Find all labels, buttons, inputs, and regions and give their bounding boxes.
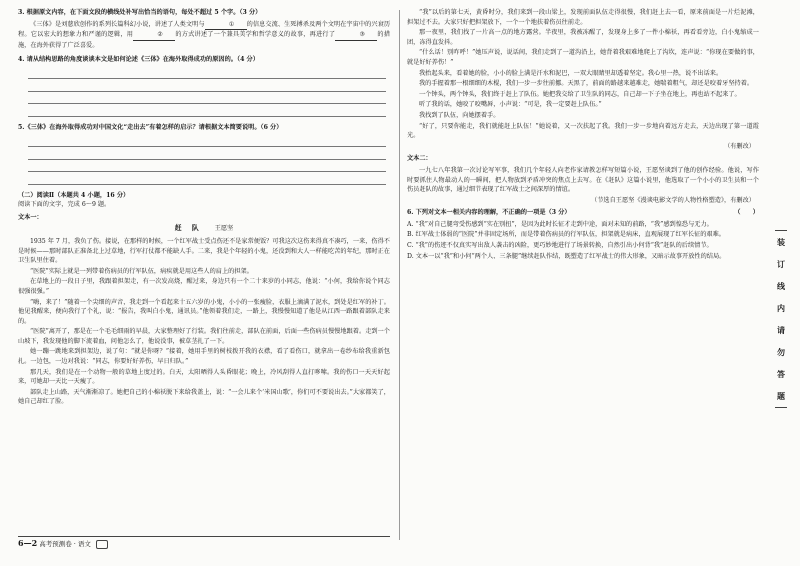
source-note-1: （有删改） xyxy=(724,142,755,150)
story-paragraph: “嗨，来了！”随着一个尖细的声音，我走到一个看起来十五六岁的小鬼，小小的一张瘦脸，衣服上滴满了泥水，到处是红军的补丁。他见我醒来，便向我行了个礼，说：“报告，我叫白小鬼，通讯员。”他领着我们走，一路上，我慢慢知道了他是从江西一路跟着部队走来的。 xyxy=(18,298,390,325)
question-6-text: 6. 下列对文本一相关内容的理解，不正确的一项是（3 分） xyxy=(407,209,571,217)
right-column xyxy=(407,8,759,262)
story-paragraph: 她一蹦一跳地来到担架边，说了句：“就是你呀？”接着，她用手里的树枝拨开我的衣襟，看了看伤口，就拿出一卷纱布给我重新包扎。一边包，一边对我说：“同志，你要好好养伤，早日归队。” xyxy=(18,348,390,366)
column-divider xyxy=(399,10,400,540)
binding-char: 内 xyxy=(777,303,785,313)
binding-char: 勿 xyxy=(777,347,785,357)
story-paragraph: 听了我的话，她咬了咬嘴唇，小声说：“可是，我一定要赶上队伍。” xyxy=(419,101,602,109)
question-4-answer-area[interactable] xyxy=(18,67,390,117)
story-paragraph: 1935 年 7 月，我负了伤。接说，在那样的时候，一个红军战士受点伤还不是家常便饭？可我这次这伤来得真不凑巧，一来，伤得不是时候——那时部队正准备北上过草地，行军打仗都不能缺人手。二来，我是个年轻的小鬼，还没到和大人一样能吃苦的年纪，那时正在卫生队里住着。 xyxy=(18,237,390,265)
story-paragraph: 我抬起头来，看着她的脸，小小的脸上满是汗水和泥巴，一双大眼睛里却透着坚定。我心里一热，说不出话来。 xyxy=(419,69,723,77)
answer-line[interactable] xyxy=(28,79,386,92)
story-title-line xyxy=(18,224,390,234)
binding-char: 订 xyxy=(777,259,785,269)
story-paragraph: “医院”离开了，那是在一个毛毛细雨的早晨，大家整理好了行装。我们往前走，部队在前面，后面一些伤病员慢慢地跟着。走到一个山坡下，我发现他的脚下流着血，问他怎么了，他说没事，被草茎扎了一下。 xyxy=(18,328,390,345)
source-note-2: （节选自王愿坚《漫谈电影文学的人物性格塑造》，有删改） xyxy=(591,196,755,204)
story-paragraph: “什么话！别咋呼！”她压声说，说话间，我们走到了一道沟沿上，她背着我艰难地爬上了沟坎，连声说：“你现在要做的事，就是好好养伤！” xyxy=(407,49,759,66)
footer-label: 高考预测卷 · 语文 xyxy=(39,540,91,548)
page-number: 6—2 xyxy=(18,538,38,548)
story-paragraph: 那一夜里，我们找了一片高一点的地方露营。半夜里，我被冻醒了，发现身上多了一件小棉袄，再看看旁边，白小鬼缩成一团，冻得直发抖。 xyxy=(407,29,759,46)
answer-line[interactable] xyxy=(28,147,386,160)
q3-text-d: 的措施，在海外获得了广泛喜爱。 xyxy=(18,31,391,49)
binding-margin-strip xyxy=(770,230,792,401)
binding-char: 答 xyxy=(777,369,785,379)
q3-text-a: 《三体》是刘慈欣创作的系列长篇科幻小说，讲述了人类文明与 xyxy=(30,20,205,28)
binding-tick xyxy=(775,407,787,408)
question-3-passage xyxy=(18,20,390,51)
answer-bracket[interactable]: （ ） xyxy=(734,209,759,217)
question-5-stem: 5.《三体》在海外取得成功对中国文化“走出去”有着怎样的启示？请根据文本简要说明。（6 分） xyxy=(18,123,283,131)
answer-line[interactable] xyxy=(28,135,386,148)
story-paragraph: 一个钟头，两个钟头，我们终于赶上了队伍。她把我交给了卫生队的同志，自己却一下子坐在地上，再也站不起来了。 xyxy=(419,90,741,98)
publisher-logo-icon xyxy=(96,540,108,549)
text-2-label: 文本二： xyxy=(407,155,432,163)
q3-blank-3[interactable]: ③ xyxy=(335,30,377,41)
section-2-title: （二）阅读Ⅱ（本题共 4 小题，16 分） xyxy=(18,191,130,199)
story-author: 王愿坚 xyxy=(214,225,234,233)
binding-char: 装 xyxy=(777,237,785,247)
q3-text-c: 的方式讲述了一个兼具美学和哲学意义的故事，再进行了 xyxy=(175,31,336,39)
binding-char: 题 xyxy=(777,391,785,401)
binding-char: 请 xyxy=(777,325,785,335)
question-4-stem: 4. 请从结构思路的角度谈谈本文是如何论述《三体》在海外取得成功的原因的。（4 分） xyxy=(18,56,259,64)
story-paragraph: “我”以后的第七天，黄昏时分，我们来到一段山梁上，发现前面队伍走得很慢，我们赶上去一看，原来前面是一片烂泥滩，担架过不去。大家只好把担架放下，一个一个地扶着伤员往前走。 xyxy=(407,9,759,26)
answer-line[interactable] xyxy=(28,92,386,105)
binding-char: 线 xyxy=(777,281,785,291)
question-3-stem: 3. 根据原文内容，在下面文段的横线处补写出恰当的语句，每处不超过 5 个字。（3 分） xyxy=(18,9,262,16)
story-paragraph: “好了，只要你能走，我们就能赶上队伍！”她说着，又一次扶起了我。我们一步一步地向着远方走去，天边出现了第一道霞光。 xyxy=(407,122,759,140)
text-2-paragraph: 一九七八年我第一次讨论写军事，我们几个年轻人向老作家请教怎样写短篇小说，王愿坚谈到了他的创作经验。他说，写作时要抓住人物最动人的一瞬间，把人物放到矛盾冲突的焦点上去写。在《赶队》这篇小说里，他选取了一个小小的卫生员和一个伤员赶队的故事，通过细节表现了红军战士之间深厚的情谊。 xyxy=(407,166,759,194)
story-paragraph: “医院”实际上就是一列带着伤病员的行军队伍，病疾就是用这些人的肩上的担架。 xyxy=(30,267,253,275)
story-title: 赶 队 xyxy=(174,224,203,233)
story-paragraph: 我找到了队伍，向她摆着手。 xyxy=(419,111,500,119)
option-c[interactable]: C. “我”的伤迹不仅真实写出敌人袭击的凶险，更巧妙地进行了场景转换，自然引出小何背“我”赶队的后续情节。 xyxy=(407,242,713,250)
option-b[interactable]: B. 红军战士体弱的“医院”并非固定场所，而是带着伤病员的行军队伍，担架就是病床，直观展现了红军长征的艰难。 xyxy=(407,231,725,239)
section-2-instructions: 阅读下面的文字，完成 6～9 题。 xyxy=(18,201,111,209)
page-footer xyxy=(18,538,108,549)
answer-line[interactable] xyxy=(28,172,386,185)
q3-text-b: 的信息交流、生死搏杀及两个文明在宇宙中的兴衰历程。它以宏大的想象力和严谨的逻辑，用 xyxy=(18,20,391,39)
question-6-stem xyxy=(407,208,759,218)
footer-rule xyxy=(18,536,390,537)
option-a[interactable]: A. “我”对自己腿弯受伤感到“实在别扭”，是因为此时长征才走到中途，面对未知的前路，“我”感到惶恐与无力。 xyxy=(407,220,713,228)
left-column xyxy=(18,8,390,408)
answer-line[interactable] xyxy=(28,104,386,117)
story-paragraph: 我的手握着那一根细细的木棍，我们一步一步往前挪。天黑了，前面的路越来越难走，她喘着粗气，却还是咬着牙坚持着。 xyxy=(419,80,754,88)
question-5-answer-area[interactable] xyxy=(18,135,390,185)
story-paragraph: 那几天，我们是在一个动物一般的草地上度过的。白天，太阳晒得人头昏眼花；晚上，冷风刮得人直打哆嗦。我的伤口一天天好起来，可她却一天比一天瘦了。 xyxy=(18,368,390,386)
story-paragraph: 部队走上山路，天气渐渐凉了。她把自己的小棉袄脱下来给我盖上，说：“一会儿来个‘米国山歌’，你们可不要说出去。”大家都笑了，她自己却红了脸。 xyxy=(18,388,390,406)
q3-blank-2[interactable]: ② xyxy=(133,30,175,41)
story-paragraph: 在草地上的一段日子里，我跟着担架走，有一次发高烧，醒过来，身边只有一个二十来岁的小同志，他说：“小何，我给你说个同志很强很强。” xyxy=(18,278,390,295)
text-1-label: 文本一： xyxy=(18,213,43,221)
answer-line[interactable] xyxy=(28,160,386,173)
q3-blank-1[interactable]: ① xyxy=(205,20,247,31)
option-d[interactable]: D. 文本一以“我”和小何“两个人、三条腿”继续赶队作结，既塑造了红军战士的伟大形象，又暗示故事开放性的结局。 xyxy=(407,252,726,260)
answer-line[interactable] xyxy=(28,67,386,80)
